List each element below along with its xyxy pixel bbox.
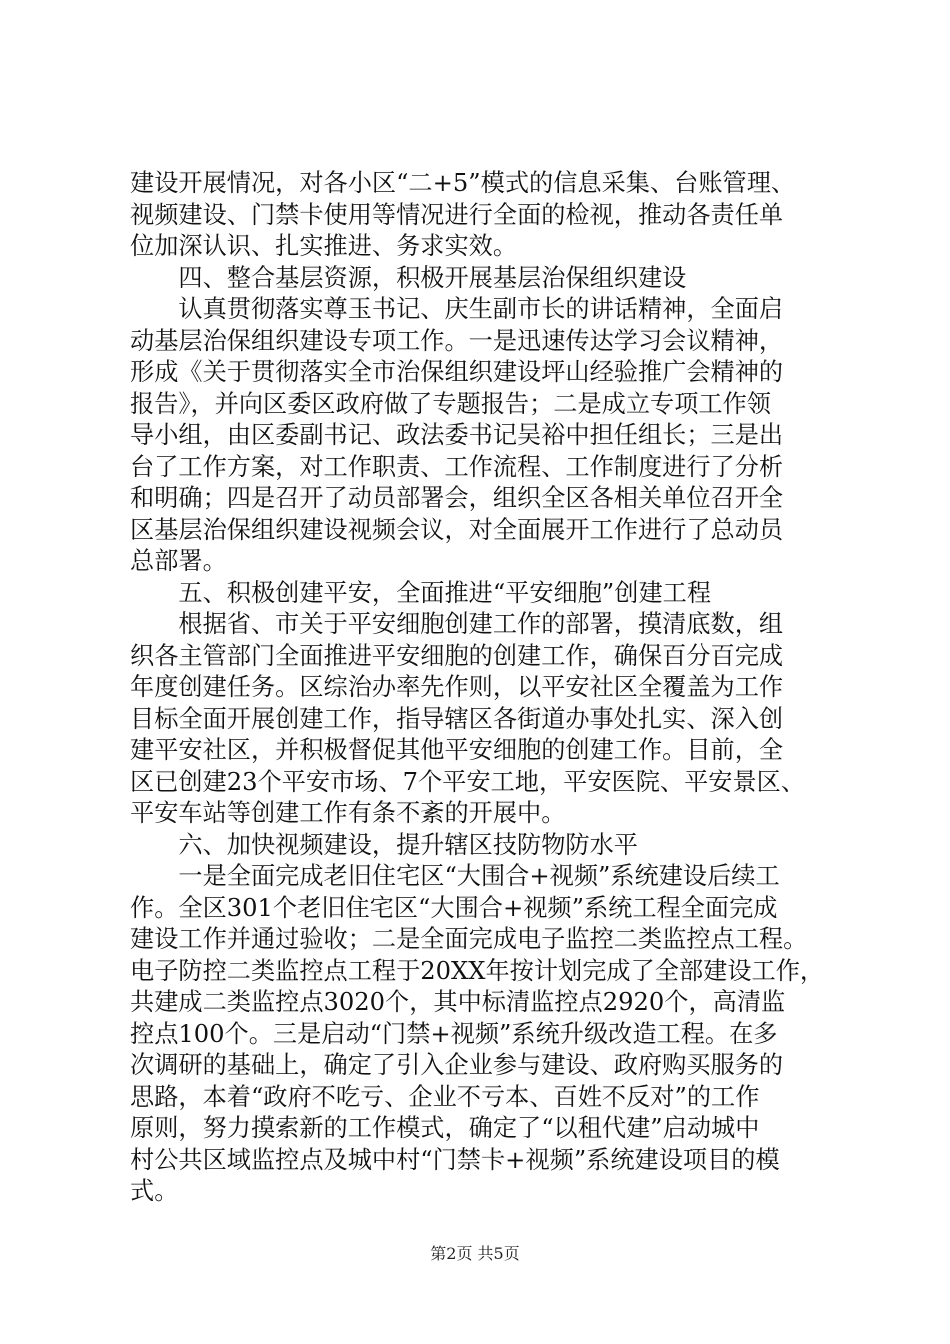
section-heading: 四、整合基层资源，积极开展基层治保组织建设: [130, 263, 687, 292]
page-footer: 第2页 共5页: [430, 1244, 520, 1263]
text-line: 作。全区301个老旧住宅区“大围合+视频”系统工程全面完成: [130, 893, 778, 922]
text-line: 一是全面完成老旧住宅区“大围合+视频”系统建设后续工: [130, 862, 780, 890]
text-line: 织各主管部门全面推进平安细胞的创建工作，确保百分百完成: [130, 641, 784, 670]
text-line: 形成《关于贯彻落实全市治保组织建设坪山经验推广会精神的: [130, 358, 784, 386]
text-line: 控点100个。三是启动“门禁+视频”系统升级改造工程。在多: [130, 1019, 778, 1048]
text-line: 思路，本着“政府不吃亏、企业不亏本、百姓不反对”的工作: [130, 1082, 760, 1111]
text-line: 和明确；四是召开了动员部署会，组织全区各相关单位召开全: [130, 484, 784, 512]
text-line: 视频建设、门禁卡使用等情况进行全面的检视，推动各责任单: [130, 200, 784, 229]
text-line: 区已创建23个平安市场、7个平安工地，平安医院、平安景区、: [130, 767, 806, 796]
text-line: 根据省、市关于平安细胞创建工作的部署，摸清底数，组: [130, 610, 784, 638]
text-line: 动基层治保组织建设专项工作。一是迅速传达学习会议精神，: [130, 326, 784, 355]
text-line: 共建成二类监控点3020个，其中标清监控点2920个，高清监: [130, 988, 786, 1016]
text-line: 年度创建任务。区综治办率先作则，以平安社区全覆盖为工作: [130, 673, 784, 701]
section-heading: 六、加快视频建设，提升辖区技防物防水平: [130, 830, 638, 859]
text-line: 报告》，并向区委区政府做了专题报告；二是成立专项工作领: [130, 389, 771, 418]
text-line: 原则，努力摸索新的工作模式，确定了“以租代建”启动城中: [130, 1114, 760, 1142]
text-line: 建设开展情况，对各小区“二+5”模式的信息采集、台账管理、: [130, 169, 796, 197]
text-line: 位加深认识、扎实推进、务求实效。: [130, 232, 518, 260]
text-line: 平安车站等创建工作有条不紊的开展中。: [130, 799, 566, 827]
text-line: 电子防控二类监控点工程于20XX年按计划完成了全部建设工作，: [130, 956, 825, 985]
text-line: 式。: [130, 1177, 179, 1205]
text-line: 建平安社区，并积极督促其他平安细胞的创建工作。目前，全: [130, 736, 784, 764]
text-line: 认真贯彻落实尊玉书记、庆生副市长的讲话精神，全面启: [130, 295, 784, 323]
section-heading: 五、积极创建平安，全面推进“平安细胞”创建工程: [130, 578, 712, 607]
text-line: 总部署。: [130, 547, 227, 575]
text-line: 区基层治保组织建设视频会议，对全面展开工作进行了总动员: [130, 515, 784, 544]
text-line: 次调研的基础上，确定了引入企业参与建设、政府购买服务的: [130, 1051, 784, 1079]
text-line: 村公共区域监控点及城中村“门禁卡+视频”系统建设项目的模: [130, 1145, 780, 1174]
document-body: [130, 168, 830, 1208]
text-line: 建设工作并通过验收；二是全面完成电子监控二类监控点工程。: [130, 925, 808, 953]
text-line: 导小组，由区委副书记、政法委书记吴裕中担任组长；三是出: [130, 421, 784, 449]
text-line: 目标全面开展创建工作，指导辖区各街道办事处扎实、深入创: [130, 704, 784, 733]
text-line: 台了工作方案，对工作职责、工作流程、工作制度进行了分析: [130, 452, 784, 481]
